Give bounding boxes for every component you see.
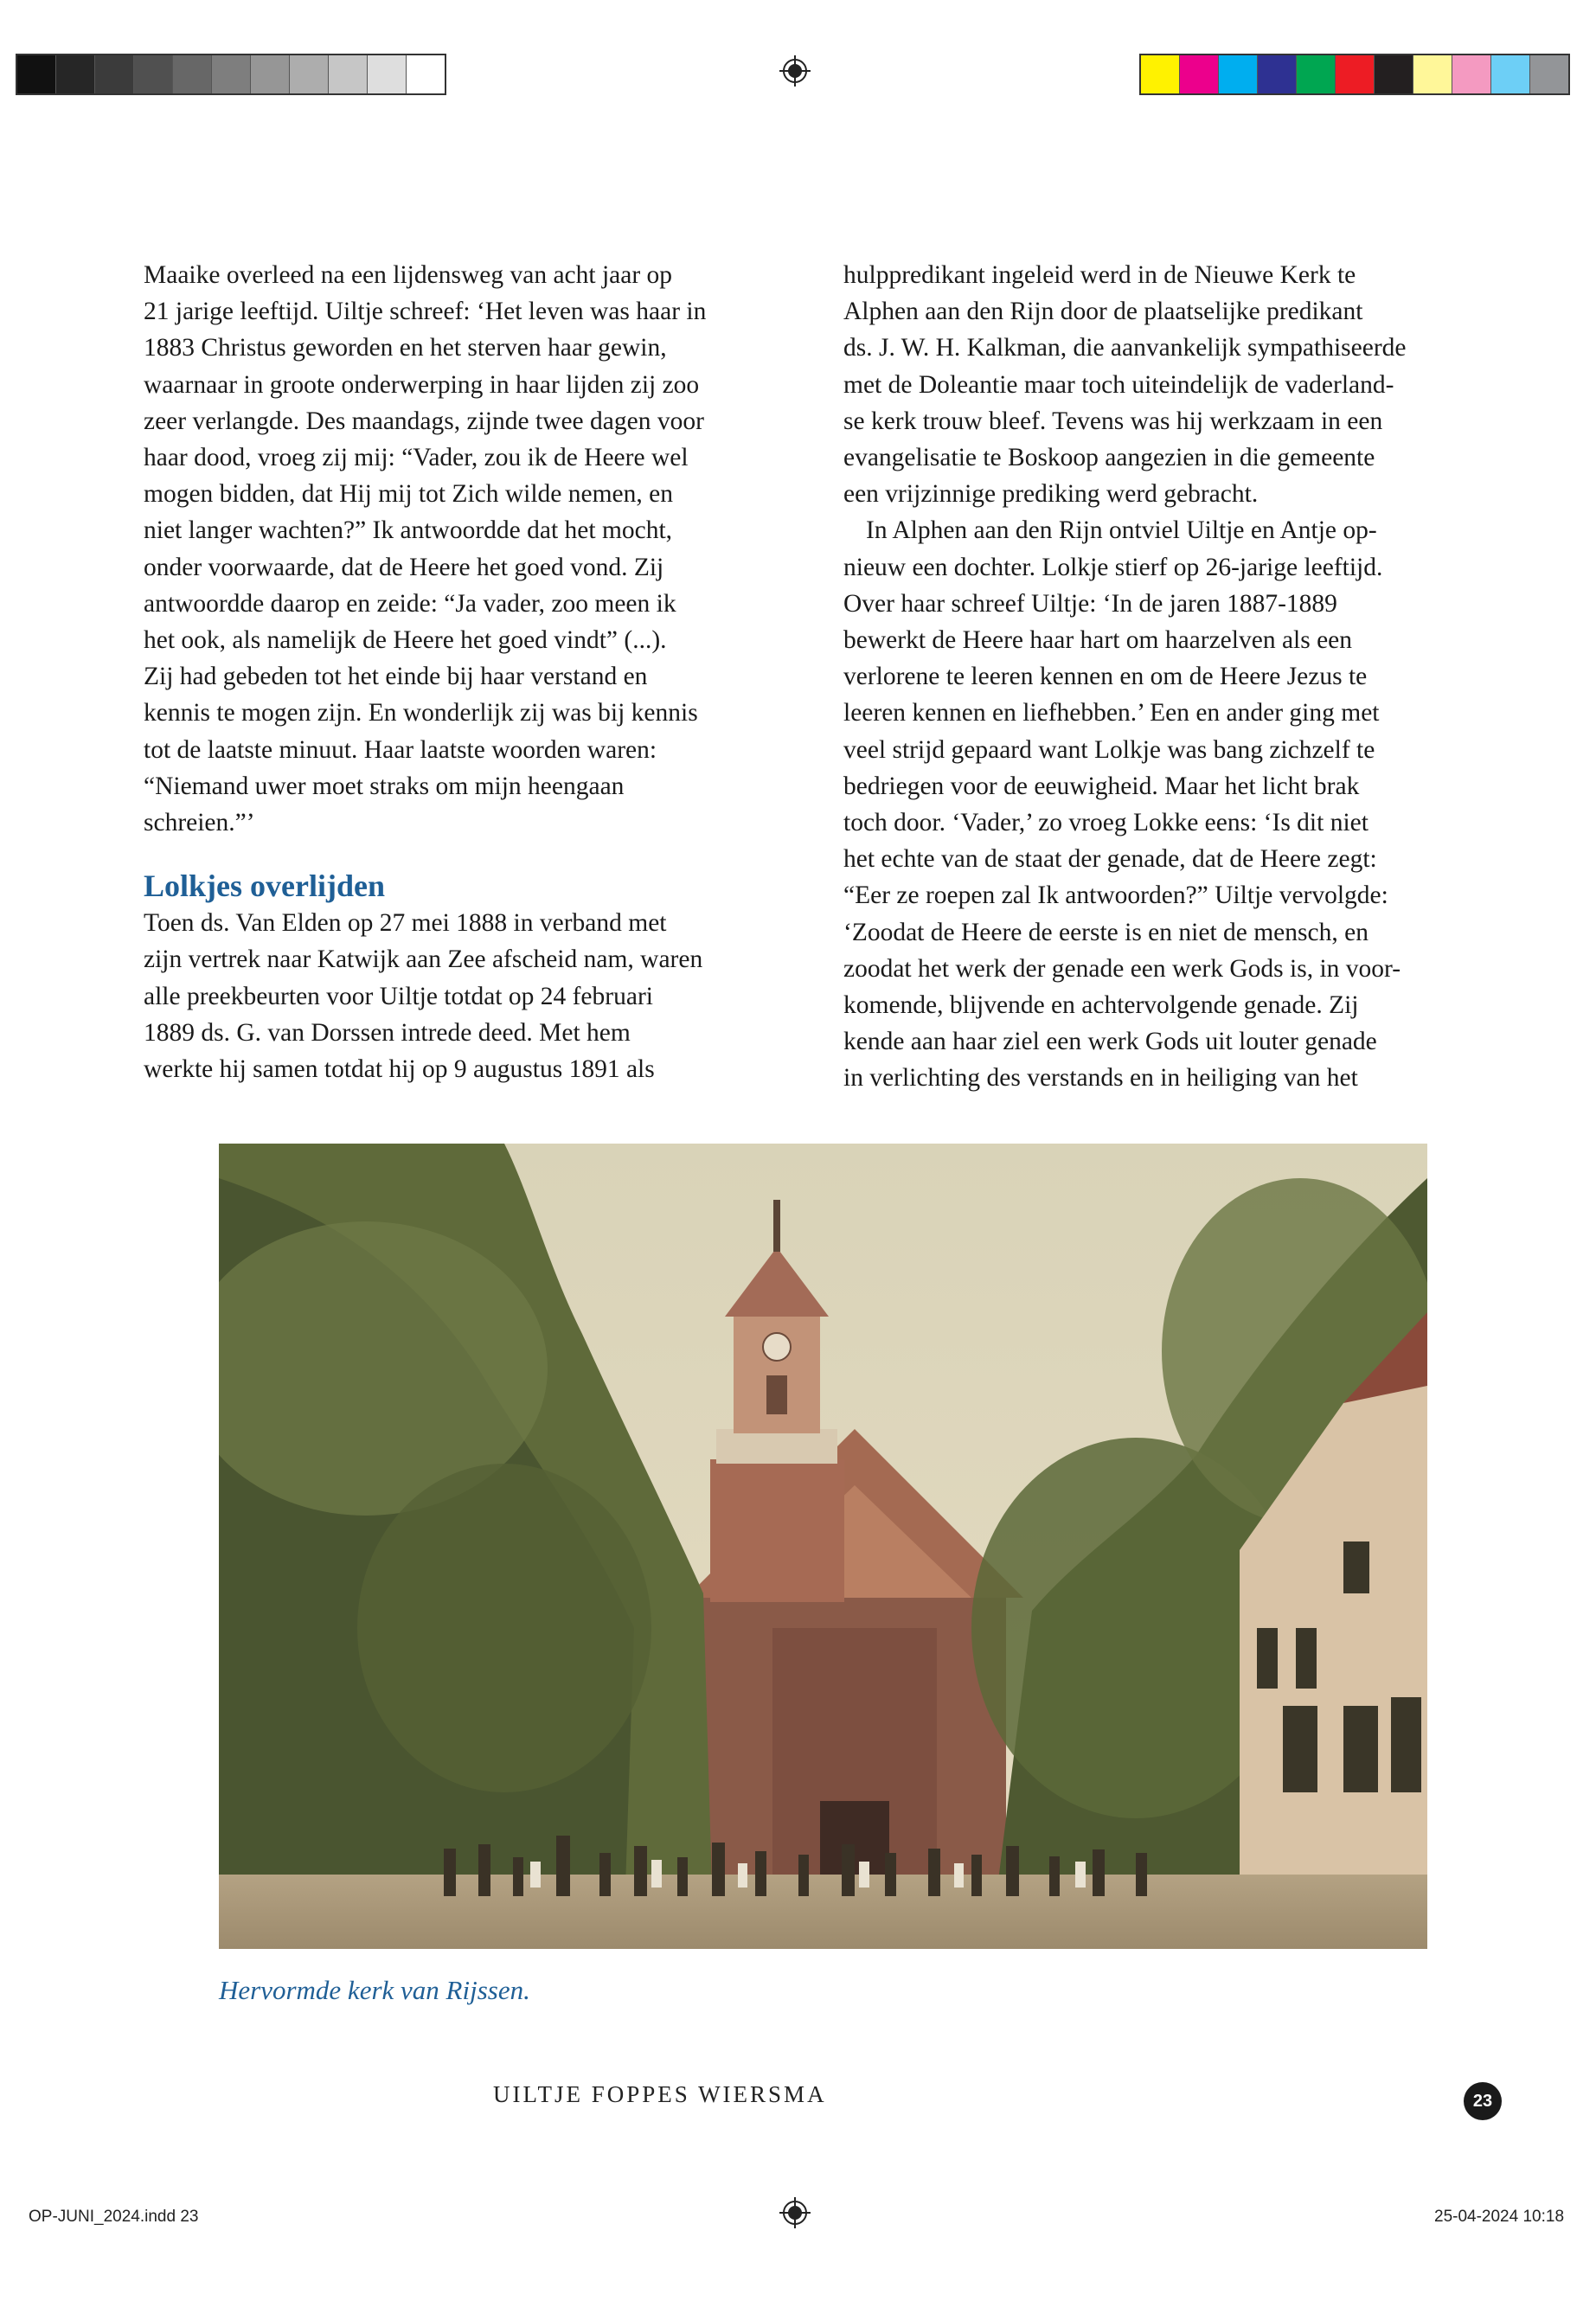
color-swatch-2	[1180, 55, 1219, 93]
left-paragraph-1: Maaike overleed na een lijdensweg van acht jaar op 21 jarige leeftijd. Uiltje schreef: ‘Het leven was haar in 1883 Christus geworden en het sterven haar gewin, waarnaar in groote onderwerping in haar lijden zij zoo zeer verlangde. Des maandags, zijnde twee dagen voor haar dood, vroeg zij mij: “Vader, zou ik de Heere wel mogen bidden, dat Hij mij tot Zich wilde nemen, en niet langer wachten?” Ik antwoordde dat het mocht, onder voorwaarde, dat de Heere het goed vond. Zij antwoordde daarop en zeide: “Ja vader, zoo meen ik het ook, als namelijk de Heere het goed vindt” (...). Zij had gebeden tot het einde bij haar verstand en kennis te mogen zijn. En wonderlijk zij was bij kennis tot de laatste minuut. Haar laatste woorden waren: “Niemand uwer moet straks om mijn heengaan schreien.”’	[144, 261, 707, 837]
figure-caption: Hervormde kerk van Rijssen.	[219, 1975, 530, 2005]
color-swatch-1	[1141, 55, 1180, 93]
page-number-badge: 23	[1464, 2082, 1502, 2120]
grayscale-swatch-7	[251, 55, 290, 93]
right-paragraph-1: hulppredikant ingeleid werd in de Nieuwe Kerk te Alphen aan den Rijn door de plaatselijke predikant ds. J. W. H. Kalkman, die aanvankelijk sympathiseerde met de Doleantie maar toch uiteindelijk de vaderland- se kerk trouw bleef. Tevens was hij werkzaam in een evangelisatie te Boskoop aangezien in die gemeente een vrijzinnige prediking werd gebracht.	[843, 261, 1407, 509]
grayscale-swatch-4	[134, 55, 173, 93]
right-paragraph-2: In Alphen aan den Rijn ontviel Uiltje en Antje op- nieuw een dochter. Lolkje stierf op 26-jarige leeftijd. Over haar schreef Uiltje: ‘In de jaren 1887-1889 bewerkt de Heere haar hart om haarzelven als een verlorene te leeren kennen en om de Heere Jezus te leeren kennen en liefhebben.’ Een en ander ging met veel strijd gepaard want Lolkje was bang zichzelf te bedriegen voor de eeuwigheid. Maar het licht brak toch door. ‘Vader,’ zo vroeg Lokke eens: ‘Is dit niet het echte van de staat der genade, dat de Heere zegt: “Eer ze roepen zal Ik antwoorden?” Uiltje vervolgde: ‘Zoodat de Heere de eerste is en niet de mensch, en zoodat het werk der genade een werk Gods is, in voor- komende, blijvende en achtervolgende genade. Zij kende aan haar ziel een werk Gods uit louter genade in verlichting des verstands en in heiliging van het	[843, 516, 1401, 1093]
right-text-column	[843, 257, 1509, 1097]
color-swatch-8	[1413, 55, 1452, 93]
grayscale-swatch-1	[17, 55, 56, 93]
color-swatch-9	[1452, 55, 1491, 93]
grayscale-swatch-6	[212, 55, 251, 93]
registration-mark-bottom-icon	[779, 2197, 811, 2228]
color-swatch-4	[1258, 55, 1297, 93]
grayscale-calibration-bar	[16, 54, 446, 95]
left-text-column	[144, 257, 810, 1087]
color-swatch-3	[1219, 55, 1258, 93]
color-swatch-10	[1491, 55, 1530, 93]
slug-file-info: OP-JUNI_2024.indd 23	[29, 2208, 199, 2226]
grayscale-swatch-10	[368, 55, 407, 93]
slug-date-info: 25-04-2024 10:18	[1434, 2208, 1565, 2226]
color-swatch-7	[1375, 55, 1413, 93]
left-paragraph-2: Toen ds. Van Elden op 27 mei 1888 in verband met zijn vertrek naar Katwijk aan Zee afscheid nam, waren alle preekbeurten voor Uiltje totdat op 24 februari 1889 ds. G. van Dorssen intrede deed. Met hem werkte hij samen totdat hij op 9 augustus 1891 als	[144, 909, 703, 1084]
color-swatch-5	[1297, 55, 1336, 93]
grayscale-swatch-8	[290, 55, 329, 93]
grayscale-swatch-11	[407, 55, 445, 93]
church-photograph	[219, 1144, 1427, 1949]
running-footer-title: UILTJE FOPPES WIERSMA	[493, 2081, 827, 2107]
color-swatch-11	[1530, 55, 1568, 93]
grayscale-swatch-2	[56, 55, 95, 93]
grayscale-swatch-3	[95, 55, 134, 93]
color-swatch-6	[1336, 55, 1375, 93]
color-calibration-bar	[1139, 54, 1570, 95]
section-heading: Lolkjes overlijden	[144, 868, 385, 904]
grayscale-swatch-5	[173, 55, 212, 93]
grayscale-swatch-9	[329, 55, 368, 93]
registration-mark-top-icon	[779, 55, 811, 87]
